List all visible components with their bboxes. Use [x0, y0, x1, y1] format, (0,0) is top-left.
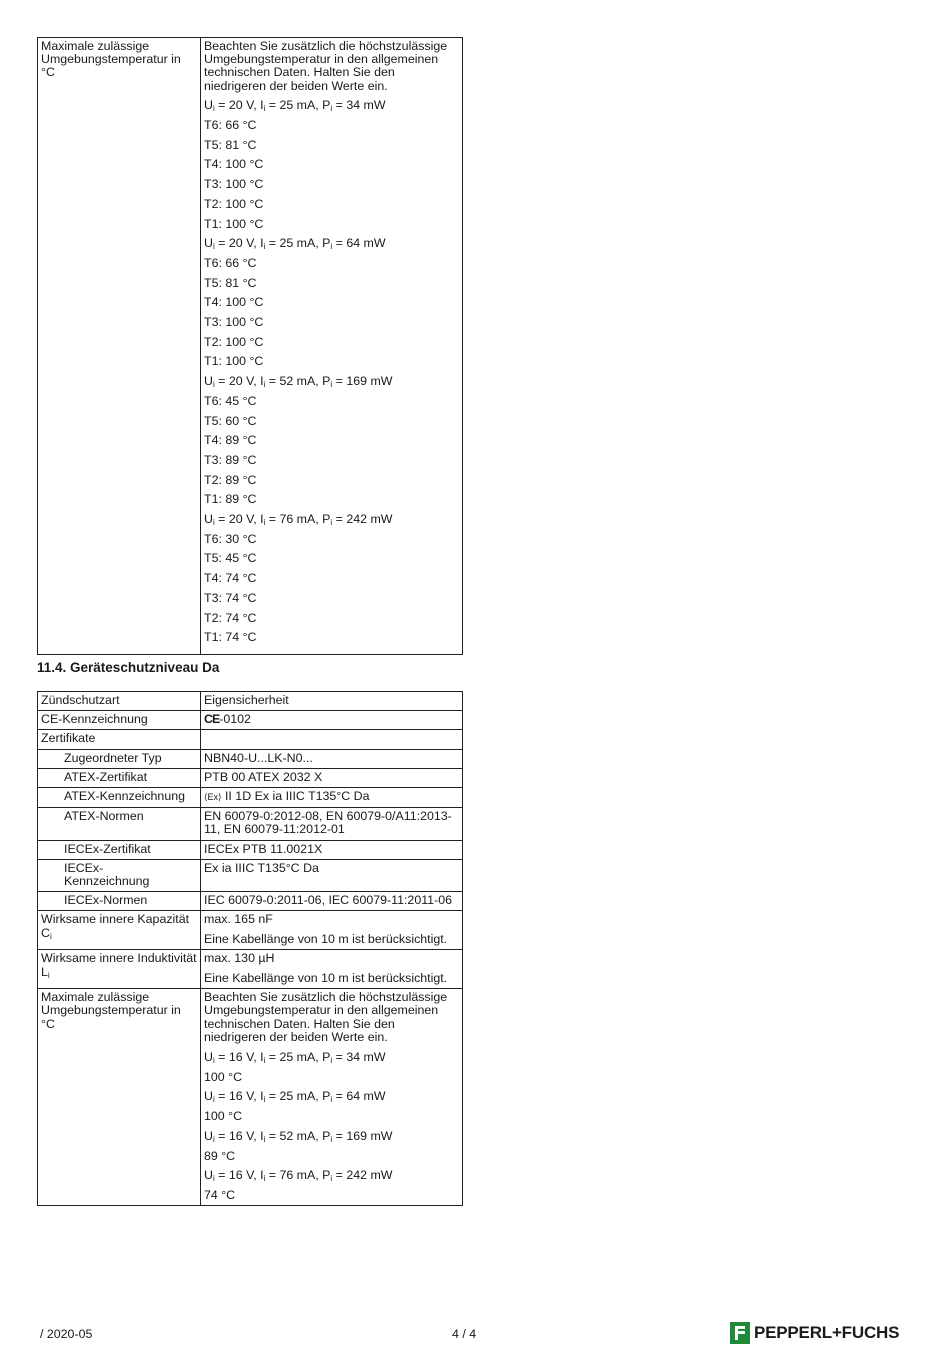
subscript: i [330, 1174, 333, 1184]
row-label: ATEX-Zertifikat [38, 768, 201, 787]
temperature-value: 74 °C [204, 1187, 236, 1202]
power-value: 169 mW [346, 374, 393, 389]
temperature-class-value: T1: 89 °C [204, 492, 257, 507]
row-label: IECEx-Normen [38, 892, 201, 911]
subscript: i [263, 1134, 266, 1144]
row-label: IECEx-Kennzeichnung [38, 859, 201, 891]
power-symbol: , P [315, 1089, 331, 1104]
temperature-class-value: T2: 89 °C [204, 472, 257, 487]
row-value: Ex ia IIIC T135°C Da [201, 859, 463, 891]
table-row [38, 892, 463, 911]
power-symbol: , P [315, 374, 331, 389]
subscript: i [330, 518, 333, 528]
table-row [38, 911, 463, 950]
rating-line [204, 99, 459, 112]
subscript: i [212, 1095, 215, 1105]
current-value: 25 mA [279, 236, 316, 251]
row-label: Zertifikate [38, 730, 201, 749]
current-symbol: , I [253, 98, 264, 113]
temperature-groups [204, 1051, 459, 1202]
temperature-class-value: T6: 66 °C [204, 118, 257, 133]
inductance-value: max. 130 µH [204, 951, 275, 966]
subscript: i [263, 242, 266, 252]
ex-mark-icon: ⟨Ex⟩ [204, 792, 222, 803]
temperature-class-value: T4: 89 °C [204, 433, 257, 448]
table-row [38, 788, 463, 808]
table-row [38, 730, 463, 749]
eq: = [214, 236, 229, 251]
current-symbol: , I [253, 374, 264, 389]
row-label: IECEx-Zertifikat [38, 840, 201, 859]
row-value [201, 950, 463, 989]
rating-line [204, 237, 459, 250]
temperature-class-value: T6: 45 °C [204, 393, 257, 408]
current-value: 76 mA [279, 1168, 316, 1183]
power-value: 242 mW [346, 1168, 393, 1183]
eq: = [265, 1089, 280, 1104]
voltage-symbol: U [204, 512, 213, 527]
power-value: 64 mW [346, 1089, 386, 1104]
page-number: 4 / 4 [452, 1327, 477, 1341]
subscript: i [263, 1095, 266, 1105]
current-value: 25 mA [279, 1050, 316, 1065]
current-symbol: , I [253, 512, 264, 527]
inductance-subscript: i [47, 970, 50, 980]
current-symbol: , I [253, 1050, 264, 1065]
temperature-class-value: T2: 74 °C [204, 610, 257, 625]
table-row [38, 692, 463, 711]
subscript: i [212, 242, 215, 252]
row-value [201, 989, 463, 1206]
temperature-value: 100 °C [204, 1109, 243, 1124]
temperature-class-value: T4: 100 °C [204, 295, 264, 310]
power-value: 34 mW [346, 1050, 386, 1065]
eq: = [332, 374, 347, 389]
table-row [38, 38, 463, 655]
eq: = [332, 98, 347, 113]
eq: = [214, 98, 229, 113]
subscript: i [330, 380, 333, 390]
row-label: Zündschutzart [38, 692, 201, 711]
table-row [38, 840, 463, 859]
temperature-value: 89 °C [204, 1148, 236, 1163]
eq: = [265, 512, 280, 527]
subscript: i [330, 1095, 333, 1105]
inductance-label: Wirksame innere Induktivität L [41, 951, 197, 979]
temperature-class-value: T2: 100 °C [204, 196, 264, 211]
subscript: i [330, 242, 333, 252]
voltage-symbol: U [204, 1128, 213, 1143]
eq: = [265, 1128, 280, 1143]
voltage-value: 20 V [228, 236, 254, 251]
capacitance-note: Eine Kabellänge von 10 m ist berücksichtigt. [204, 932, 448, 947]
eq: = [214, 512, 229, 527]
subscript: i [330, 104, 333, 114]
temperature-table-zone0 [37, 37, 463, 655]
temperature-class-value: T3: 74 °C [204, 590, 257, 605]
table-row [38, 950, 463, 989]
capacitance-label: Wirksame innere Kapazität C [41, 912, 190, 940]
row-value [201, 911, 463, 950]
row-label: Maximale zulässige Umgebungstemperatur in °C [38, 989, 201, 1206]
eq: = [265, 374, 280, 389]
eq: = [332, 236, 347, 251]
eq: = [332, 512, 347, 527]
temperature-groups [204, 99, 459, 644]
capacitance-subscript: i [49, 931, 52, 941]
row-label: Maximale zulässige Umgebungstemperatur in °C [38, 38, 201, 655]
table-row [38, 808, 463, 840]
temperature-class-value: T3: 100 °C [204, 177, 264, 192]
voltage-symbol: U [204, 1050, 213, 1065]
row-value [201, 711, 463, 730]
company-logo [730, 1322, 899, 1344]
temperature-class-value: T5: 81 °C [204, 137, 257, 152]
temperature-class-value: T5: 60 °C [204, 413, 257, 428]
capacitance-value: max. 165 nF [204, 912, 273, 927]
current-value: 25 mA [279, 98, 316, 113]
inductance-note: Eine Kabellänge von 10 m ist berücksichtigt. [204, 971, 448, 986]
power-value: 64 mW [346, 236, 386, 251]
current-symbol: , I [253, 1128, 264, 1143]
voltage-symbol: U [204, 1089, 213, 1104]
device-protection-table [37, 691, 463, 1206]
rating-line [204, 1169, 459, 1182]
temperature-value: 100 °C [204, 1069, 243, 1084]
rating-line [204, 1051, 459, 1064]
subscript: i [212, 1174, 215, 1184]
power-value: 34 mW [346, 98, 386, 113]
voltage-value: 16 V [228, 1089, 254, 1104]
subscript: i [212, 1134, 215, 1144]
temperature-note: Beachten Sie zusätzlich die höchstzulässige Umgebungstemperatur in den allgemeinen technischen Daten. Halten Sie den niedrigeren der beiden Werte ein. [204, 990, 448, 1044]
voltage-symbol: U [204, 1168, 213, 1183]
temperature-class-value: T1: 100 °C [204, 354, 264, 369]
voltage-value: 20 V [228, 98, 254, 113]
subscript: i [263, 104, 266, 114]
voltage-value: 16 V [228, 1050, 254, 1065]
voltage-symbol: U [204, 236, 213, 251]
power-symbol: , P [315, 1128, 331, 1143]
eq: = [265, 236, 280, 251]
subscript: i [263, 518, 266, 528]
eq: = [214, 1128, 229, 1143]
temperature-class-value: T5: 45 °C [204, 551, 257, 566]
row-label: CE-Kennzeichnung [38, 711, 201, 730]
row-value [201, 788, 463, 808]
eq: = [332, 1050, 347, 1065]
row-value [201, 38, 463, 655]
row-value: NBN40-U...LK-N0... [201, 749, 463, 768]
power-symbol: , P [315, 236, 331, 251]
table-row [38, 768, 463, 787]
logo-text: PEPPERL+FUCHS [754, 1323, 900, 1343]
row-label [38, 950, 201, 989]
eq: = [332, 1168, 347, 1183]
power-symbol: , P [315, 1168, 331, 1183]
voltage-value: 16 V [228, 1168, 254, 1183]
temperature-class-value: T5: 81 °C [204, 275, 257, 290]
rating-line [204, 375, 459, 388]
power-symbol: , P [315, 1050, 331, 1065]
eq: = [214, 1050, 229, 1065]
eq: = [214, 1089, 229, 1104]
eq: = [265, 1168, 280, 1183]
eq: = [214, 1168, 229, 1183]
eq: = [332, 1089, 347, 1104]
table-row [38, 859, 463, 891]
row-value: PTB 00 ATEX 2032 X [201, 768, 463, 787]
subscript: i [330, 1056, 333, 1066]
subscript: i [263, 380, 266, 390]
ce-number: -0102 [219, 712, 251, 727]
temperature-class-value: T3: 100 °C [204, 315, 264, 330]
voltage-symbol: U [204, 374, 213, 389]
subscript: i [212, 104, 215, 114]
eq: = [214, 374, 229, 389]
subscript: i [212, 1056, 215, 1066]
power-symbol: , P [315, 98, 331, 113]
current-value: 52 mA [279, 1128, 316, 1143]
voltage-value: 16 V [228, 1128, 254, 1143]
subscript: i [263, 1174, 266, 1184]
eq: = [265, 1050, 280, 1065]
row-label: ATEX-Normen [38, 808, 201, 840]
pf-logo-icon [730, 1322, 750, 1344]
row-label: ATEX-Kennzeichnung [38, 788, 201, 808]
current-symbol: , I [253, 1168, 264, 1183]
current-value: 76 mA [279, 512, 316, 527]
current-value: 25 mA [279, 1089, 316, 1104]
subscript: i [330, 1134, 333, 1144]
row-value: EN 60079-0:2012-08, EN 60079-0/A11:2013-11, EN 60079-11:2012-01 [201, 808, 463, 840]
eq: = [332, 1128, 347, 1143]
temperature-class-value: T6: 30 °C [204, 531, 257, 546]
rating-line [204, 513, 459, 526]
document-date: / 2020-05 [40, 1327, 93, 1341]
ce-mark-icon: CE [204, 712, 220, 727]
table-row [38, 749, 463, 768]
section-title: 11.4. Geräteschutzniveau Da [37, 660, 220, 675]
subscript: i [212, 518, 215, 528]
voltage-value: 20 V [228, 374, 254, 389]
row-label [38, 911, 201, 950]
row-value: Eigensicherheit [201, 692, 463, 711]
voltage-symbol: U [204, 98, 213, 113]
row-value: IECEx PTB 11.0021X [201, 840, 463, 859]
table-row [38, 989, 463, 1206]
row-value [201, 730, 463, 749]
row-label: Zugeordneter Typ [38, 749, 201, 768]
current-symbol: , I [253, 236, 264, 251]
table-row [38, 711, 463, 730]
power-symbol: , P [315, 512, 331, 527]
eq: = [265, 98, 280, 113]
temperature-class-value: T2: 100 °C [204, 334, 264, 349]
voltage-value: 20 V [228, 512, 254, 527]
current-value: 52 mA [279, 374, 316, 389]
subscript: i [263, 1056, 266, 1066]
temperature-class-value: T4: 74 °C [204, 571, 257, 586]
temperature-class-value: T4: 100 °C [204, 157, 264, 172]
current-symbol: , I [253, 1089, 264, 1104]
rating-line [204, 1090, 459, 1103]
rating-line [204, 1130, 459, 1143]
temperature-note: Beachten Sie zusätzlich die höchstzulässige Umgebungstemperatur in den allgemeinen technischen Daten. Halten Sie den niedrigeren der beiden Werte ein. [204, 39, 448, 93]
temperature-class-value: T6: 66 °C [204, 255, 257, 270]
power-value: 242 mW [346, 512, 393, 527]
temperature-class-value: T1: 74 °C [204, 630, 257, 645]
subscript: i [212, 380, 215, 390]
atex-marking-text: II 1D Ex ia IIIC T135°C Da [221, 789, 370, 804]
temperature-class-value: T1: 100 °C [204, 216, 264, 231]
temperature-class-value: T3: 89 °C [204, 452, 257, 467]
row-value: IEC 60079-0:2011-06, IEC 60079-11:2011-06 [201, 892, 463, 911]
power-value: 169 mW [346, 1128, 393, 1143]
